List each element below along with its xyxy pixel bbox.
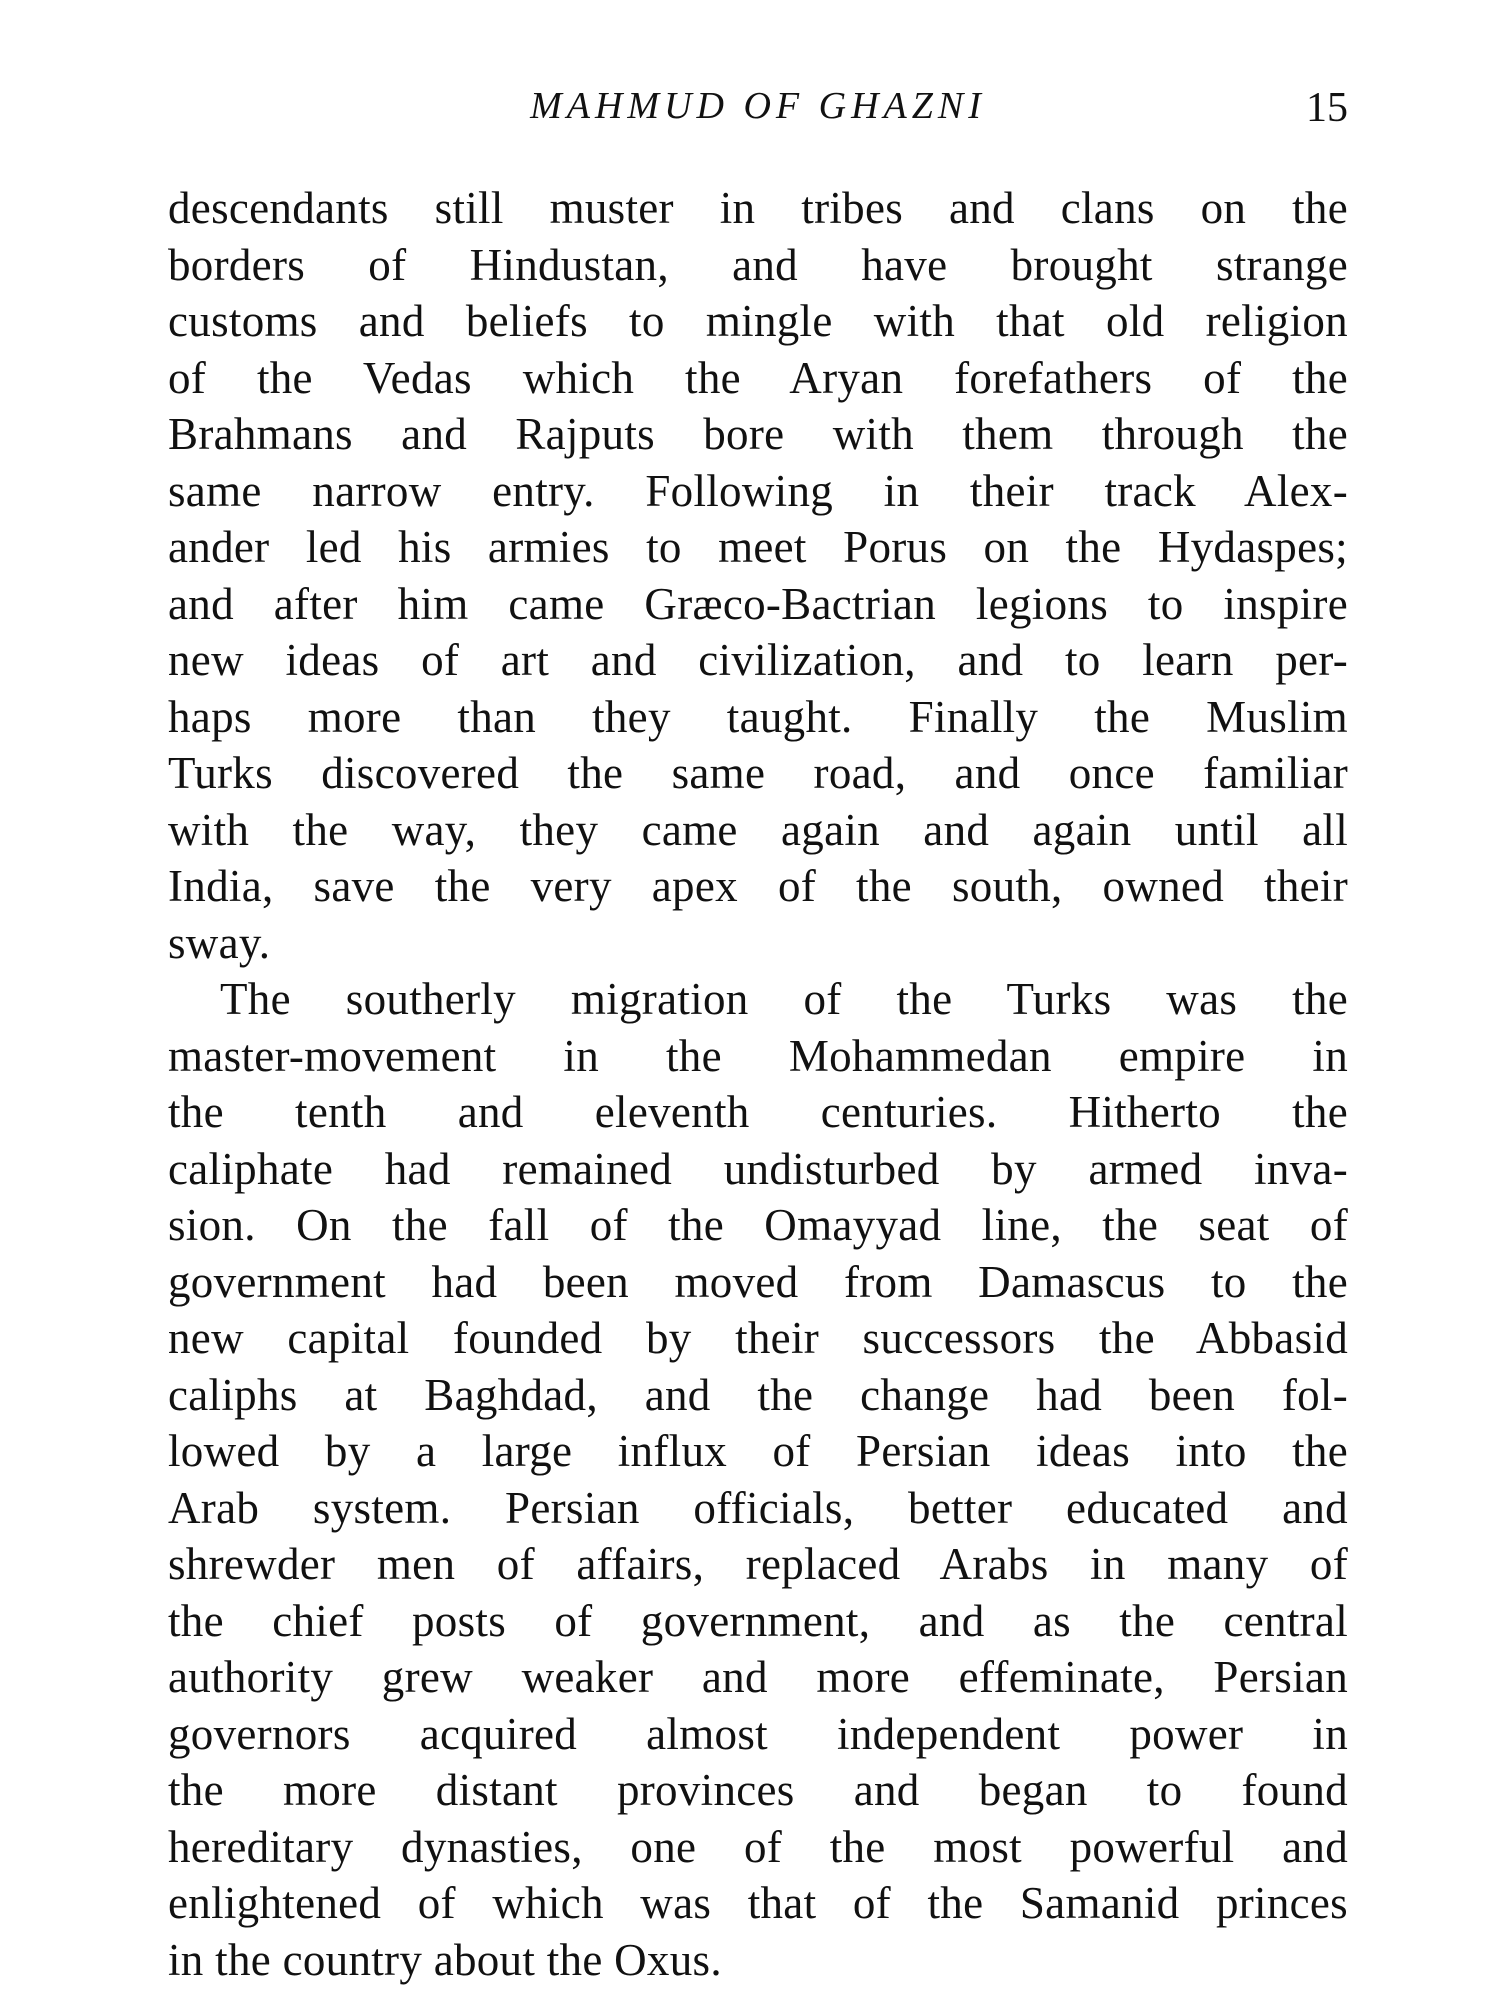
text-line: haps more than they taught. Finally the Muslim [168,691,1348,742]
text-line: The southerly migration of the Turks was the [220,974,1348,1024]
text-line: Arab system. Persian officials, better educated and [168,1482,1348,1533]
text-line: India, save the very apex of the south, owned their [168,861,1348,911]
text-line: government had been moved from Damascus to the [168,1256,1348,1307]
text-line: master-movement in the Mohammedan empire in [168,1030,1348,1081]
text-line: with the way, they came again and again until all [168,804,1348,855]
text-line: Brahmans and Rajputs bore with them through the [168,409,1348,459]
text-line: and after him came Græco-Bactrian legions to inspire [168,578,1348,629]
text-line: of the Vedas which the Aryan forefathers of the [168,352,1348,403]
paragraph-1 [168,180,1348,971]
text-line: same narrow entry. Following in their track Alex- [168,465,1348,516]
text-line: caliphate had remained undisturbed by armed inva- [168,1143,1348,1194]
text-line: Turks discovered the same road, and once familiar [168,748,1348,798]
text-line: borders of Hindustan, and have brought strange [168,239,1348,290]
text-line: hereditary dynasties, one of the most powerful and [168,1821,1348,1872]
running-head [168,84,1348,144]
page-number: 15 [1306,85,1348,131]
text-line: shrewder men of affairs, replaced Arabs in many of [168,1539,1348,1589]
text-line: sway. [168,917,271,968]
body-text [168,180,1348,1988]
text-line: ander led his armies to meet Porus on the Hydaspes; [168,522,1348,572]
text-line: lowed by a large influx of Persian ideas into the [168,1426,1348,1476]
text-line: descendants still muster in tribes and clans on the [168,183,1348,233]
text-line: new ideas of art and civilization, and to learn per- [168,635,1348,685]
text-line: the more distant provinces and began to found [168,1765,1348,1815]
text-line: caliphs at Baghdad, and the change had been fol- [168,1369,1348,1420]
running-title: MAHMUD OF GHAZNI [530,85,986,127]
text-line: new capital founded by their successors the Abbasid [168,1313,1348,1363]
text-line: governors acquired almost independent power in [168,1708,1348,1759]
paragraph-2 [168,971,1348,1988]
text-line: authority grew weaker and more effeminate, Persian [168,1652,1348,1702]
text-line: the tenth and eleventh centuries. Hitherto the [168,1087,1348,1137]
text-line: the chief posts of government, and as the central [168,1595,1348,1646]
text-line: sion. On the fall of the Omayyad line, the seat of [168,1200,1348,1250]
text-line: in the country about the Oxus. [168,1934,722,1985]
text-line: customs and beliefs to mingle with that old religion [168,296,1348,346]
text-line: enlightened of which was that of the Samanid princes [168,1878,1348,1928]
